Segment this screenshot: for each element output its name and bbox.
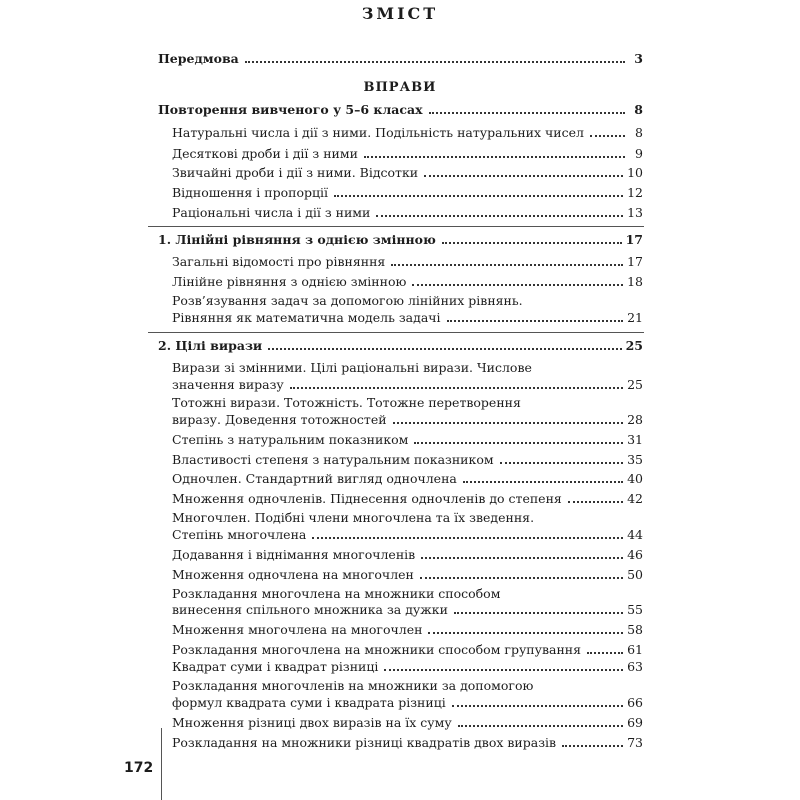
toc-entry: [172, 253, 643, 270]
dot-leader: [414, 442, 623, 444]
toc-entry-page: 12: [627, 185, 643, 200]
dot-leader: [452, 705, 623, 707]
toc-entry-page: 35: [627, 452, 643, 467]
toc-entry-text: Множення многочлена на многочлен: [172, 622, 423, 637]
toc-entry-page: 3: [634, 51, 643, 66]
toc-entry-line1: Розкладання многочленів на множники за допомогою: [172, 678, 534, 693]
toc-entry: [172, 470, 643, 487]
toc-entry-page: 28: [627, 412, 643, 427]
toc-entry-preface: [158, 50, 643, 67]
toc-entry: [172, 164, 643, 181]
page-number-rule: [161, 728, 162, 800]
dot-leader: [412, 284, 623, 286]
toc-entry-page: 25: [627, 377, 643, 392]
toc-entry-page: 21: [627, 310, 643, 325]
dot-leader: [376, 215, 623, 217]
toc-entry-line1: Вирази зі змінними. Цілі раціональні вирази. Числове: [172, 360, 532, 375]
dot-leader: [458, 725, 623, 727]
toc-entry-page: 8: [635, 125, 643, 140]
toc-entry-line1: Тотожні вирази. Тотожність. Тотожне перетворення: [172, 395, 521, 410]
toc-entry-text: Передмова: [158, 51, 239, 66]
dot-leader: [420, 577, 623, 579]
toc-entry-text: Раціональні числа і дії з ними: [172, 205, 371, 220]
toc-entry-text: значення виразу: [172, 377, 284, 392]
toc-entry-text: Додавання і віднімання многочленів: [172, 547, 416, 562]
dot-leader: [442, 242, 622, 244]
toc-entry: [172, 658, 643, 675]
toc-entry: [172, 451, 643, 468]
toc-entry-page: 40: [627, 471, 643, 486]
toc-entry-text: 2. Цілі вирази: [158, 338, 263, 353]
toc-entry: [172, 566, 643, 583]
toc-entry-page: 10: [627, 165, 643, 180]
toc-entry: [172, 601, 643, 618]
toc-entry: [172, 431, 643, 448]
toc-entry-text: Звичайні дроби і дії з ними. Відсотки: [172, 165, 419, 180]
toc-entry-text: Множення одночлена на многочлен: [172, 567, 414, 582]
toc-entry: [172, 184, 643, 201]
toc-entry-page: 8: [634, 102, 643, 117]
toc-entry-page: 31: [627, 432, 643, 447]
dot-leader: [429, 112, 625, 114]
dot-leader: [391, 264, 623, 266]
toc-entry: [172, 490, 643, 507]
toc-entry-line1: Многочлен. Подібні члени многочлена та їх зведення.: [172, 510, 535, 525]
page-title: ЗМІСТ: [361, 4, 439, 23]
toc-entry-page: 18: [627, 274, 643, 289]
dot-leader: [245, 61, 625, 63]
dot-leader: [562, 745, 623, 747]
toc-entry-page: 73: [627, 735, 643, 750]
toc-entry-page: 63: [627, 659, 643, 674]
toc-entry-text: Розкладання на множники різниці квадратів двох виразів: [172, 735, 557, 750]
dot-leader: [447, 320, 624, 322]
toc-entry-text: винесення спільного множника за дужки: [172, 602, 448, 617]
toc-entry-page: 25: [625, 338, 643, 353]
toc-entry-page: 13: [627, 205, 643, 220]
toc-entry-page: 69: [627, 715, 643, 730]
dot-leader: [463, 481, 623, 483]
toc-entry-text: Властивості степеня з натуральним показником: [172, 452, 494, 467]
dot-leader: [500, 462, 624, 464]
toc-entry: [172, 309, 643, 326]
dot-leader: [393, 422, 624, 424]
toc-entry: [172, 526, 643, 543]
toc-entry: [172, 204, 643, 221]
toc-entry-page: 9: [635, 146, 643, 161]
toc-entry-page: 58: [627, 622, 643, 637]
toc-entry-text: Степінь многочлена: [172, 527, 307, 542]
toc-entry-text: Натуральні числа і дії з ними. Подільність натуральних чисел: [172, 125, 584, 140]
toc-entry: [172, 411, 643, 428]
toc-entry-text: Десяткові дроби і дії з ними: [172, 146, 358, 161]
toc-entry-page: 55: [627, 602, 643, 617]
toc-entry-text: Повторення вивченого у 5–6 класах: [158, 102, 423, 117]
toc-entry-text: виразу. Доведення тотожностей: [172, 412, 387, 427]
toc-section-review: [158, 101, 643, 118]
toc-entry: [172, 714, 643, 731]
dot-leader: [290, 387, 623, 389]
toc-entry-page: 66: [627, 695, 643, 710]
toc-entry: [172, 694, 643, 711]
toc-section-2: [158, 337, 643, 354]
toc-entry-page: 61: [627, 642, 643, 657]
toc-entry-page: 17: [627, 254, 643, 269]
dot-leader: [424, 175, 623, 177]
toc-entry-text: Квадрат суми і квадрат різниці: [172, 659, 379, 674]
section-divider: [148, 226, 644, 227]
toc-entry-page: 17: [625, 232, 643, 247]
toc-entry: [172, 273, 643, 290]
toc-entry-text: Лінійне рівняння з однією змінною: [172, 274, 407, 289]
toc-entry-line1: Розкладання многочлена на множники способом: [172, 586, 501, 601]
page-number: 172: [124, 760, 154, 776]
toc-entry-text: 1. Лінійні рівняння з однією змінною: [158, 232, 436, 247]
toc-entry-text: Розкладання многочлена на множники способом групування: [172, 642, 582, 657]
dot-leader: [268, 348, 621, 350]
toc-entry-page: 44: [627, 527, 643, 542]
toc-entry-text: Рівняння як математична модель задачі: [172, 310, 441, 325]
toc-entry-page: 42: [627, 491, 643, 506]
toc-entry-text: Множення одночленів. Піднесення одночленів до степеня: [172, 491, 562, 506]
toc-entry-page: 46: [627, 547, 643, 562]
toc-entry: [172, 734, 643, 751]
dot-leader: [384, 669, 623, 671]
dot-leader: [334, 195, 623, 197]
exercises-heading: ВПРАВИ: [363, 80, 437, 95]
toc-entry-text: Множення різниці двох виразів на їх суму: [172, 715, 452, 730]
toc-entry-text: формул квадрата суми і квадрата різниці: [172, 695, 446, 710]
toc-entry: [172, 376, 643, 393]
dot-leader: [364, 156, 625, 158]
dot-leader: [421, 557, 623, 559]
toc-entry-text: Одночлен. Стандартний вигляд одночлена: [172, 471, 457, 486]
toc-entry: [172, 145, 643, 162]
toc-entry: [172, 546, 643, 563]
toc-entry: [172, 641, 643, 658]
dot-leader: [312, 537, 623, 539]
section-divider: [148, 332, 644, 333]
dot-leader: [454, 612, 623, 614]
toc-entry-text: Степінь з натуральним показником: [172, 432, 409, 447]
toc-entry-line1: Розв’язування задач за допомогою лінійних рівнянь.: [172, 293, 523, 308]
dot-leader: [590, 135, 625, 137]
dot-leader: [587, 652, 623, 654]
dot-leader: [428, 632, 623, 634]
toc-section-1: [158, 231, 643, 248]
dot-leader: [568, 501, 623, 503]
toc-entry-text: Відношення і пропорції: [172, 185, 328, 200]
toc-entry: [172, 124, 643, 141]
toc-entry-page: 50: [627, 567, 643, 582]
toc-entry-text: Загальні відомості про рівняння: [172, 254, 386, 269]
toc-entry: [172, 621, 643, 638]
